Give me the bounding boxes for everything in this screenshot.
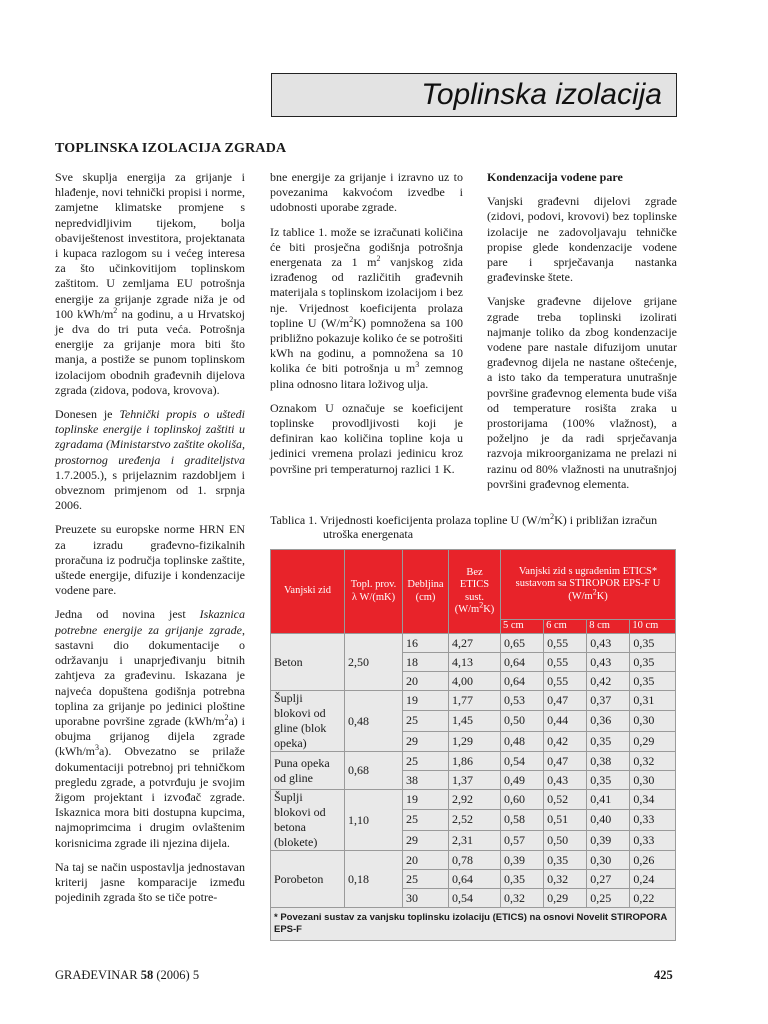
table-cell: 1,29 xyxy=(449,731,501,751)
column-3 xyxy=(487,170,677,501)
table-row xyxy=(271,691,676,711)
table-cell: 0,27 xyxy=(587,870,630,889)
lambda-cell: 2,50 xyxy=(345,634,403,691)
paragraph: bne energije za grijanje i izravno uz to povezanima kakvoćom izvedbe i udobnosti uporabe zgrade. xyxy=(270,170,463,215)
paragraph: Vanjski građevni dijelovi zgrade (zidovi, podovi, krovovi) bez toplinske izolacije ne zadovoljavaju tehničke propise glede kondenzacije vodene pare i sprječavanja nastanka građevinske štete. xyxy=(487,194,677,285)
table-cell: 2,52 xyxy=(449,810,501,830)
table-cell: 0,35 xyxy=(630,634,676,653)
lambda-cell: 0,18 xyxy=(345,851,403,908)
table-footnote-row xyxy=(271,908,676,941)
header-no-etics: Bez ETICS sust. $(W/m^2K)$ xyxy=(449,550,501,634)
table-row xyxy=(271,790,676,810)
header-thickness: Debljina (cm) xyxy=(403,550,449,634)
section-heading: TOPLINSKA IZOLACIJA ZGRADA xyxy=(55,141,287,156)
material-cell: Šuplji blokovi od gline (blok opeka) xyxy=(271,691,345,752)
table-cell: 0,47 xyxy=(544,691,587,711)
header-wall: Vanjski zid xyxy=(271,550,345,634)
table-cell: 0,35 xyxy=(630,653,676,672)
header-5cm: 5 cm xyxy=(501,620,544,634)
header-6cm: 6 cm xyxy=(544,620,587,634)
table-cell: 0,54 xyxy=(449,889,501,908)
table-cell: 0,35 xyxy=(501,870,544,889)
lambda-cell: 1,10 xyxy=(345,790,403,851)
table-cell: 0,30 xyxy=(630,771,676,790)
table-cell: 0,53 xyxy=(501,691,544,711)
table-row xyxy=(271,634,676,653)
table-cell: 0,43 xyxy=(587,634,630,653)
subsection-heading: Kondenzacija vodene pare xyxy=(487,170,623,184)
table-cell: 0,42 xyxy=(587,672,630,691)
table-cell: 0,31 xyxy=(630,691,676,711)
table-cell: 0,55 xyxy=(544,672,587,691)
table-cell: 0,37 xyxy=(587,691,630,711)
table-cell: 0,33 xyxy=(630,830,676,850)
table-cell: 0,22 xyxy=(630,889,676,908)
table-cell: 0,26 xyxy=(630,851,676,870)
table-cell: 1,86 xyxy=(449,752,501,771)
table-row xyxy=(271,752,676,771)
table-row xyxy=(271,851,676,870)
table-cell: 25 xyxy=(403,810,449,830)
table-cell: 19 xyxy=(403,790,449,810)
table-cell: 0,50 xyxy=(544,830,587,850)
table-cell: 29 xyxy=(403,830,449,850)
table-cell: 0,30 xyxy=(587,851,630,870)
table-cell: 0,64 xyxy=(449,870,501,889)
table-cell: 0,55 xyxy=(544,634,587,653)
table-cell: 2,31 xyxy=(449,830,501,850)
table-cell: 0,64 xyxy=(501,653,544,672)
header-etics: Vanjski zid s ugrađenim ETICS* sustavom sa STIROPOR EPS-F U $(W/m^2K)$ xyxy=(501,550,676,620)
paragraph: Vanjske građevne dijelove grijane zgrade treba toplinski izolirati najmanje toliko da zbog kondenzacije vodene pare nastale difuzijom unutar građevnog dijela ne nastane oštećenje, a isto tako da temperatura unutrašnje površine građevnog elementa bude viša od temperature rosišta zraka u prostorijama (100% vlažnost), a poželjno je da radi sprječavanja razvoja mikroorganizama ne prelazi ni razinu od 80% vlažnosti na unutrašnjoj površini građevnog elementa. xyxy=(487,294,677,491)
table-cell: 0,39 xyxy=(587,830,630,850)
table-cell: 0,30 xyxy=(630,711,676,731)
paragraph: Sve skuplja energija za grijanje i hlađenje, novi tehnički propisi i norme, zamjetne klimatske promjene s nepredvidljivim tijekom, bolja obaviještenost investitora, projektanata i kupaca razlogom su i većeg interesa za što učinkovitijom toplinskom zaštitom. U zemljama EU potrošnja energije za grijanje zgrade niža je od 100 kWh/$m^2$ na godinu, a u Hrvatskoj je dva do tri puta veća. Potrošnja energije za grijanje mora biti što manja, a postiže se punom toplinskom izolacijom obodnih građevnih dijelova zgrada (zidova, podova, krovova). xyxy=(55,170,245,397)
table-cell: 0,50 xyxy=(501,711,544,731)
table-cell: 20 xyxy=(403,672,449,691)
table-cell: 0,54 xyxy=(501,752,544,771)
table-cell: 0,57 xyxy=(501,830,544,850)
table-cell: 0,38 xyxy=(587,752,630,771)
table-cell: 0,34 xyxy=(630,790,676,810)
table-cell: 0,29 xyxy=(630,731,676,751)
table-footnote: * Povezani sustav za vanjsku toplinsku izolaciju (ETICS) na osnovi Novelit STIROPORA EPS-F xyxy=(271,908,676,941)
table-cell: 0,24 xyxy=(630,870,676,889)
header-10cm: 10 cm xyxy=(630,620,676,634)
table-cell: 0,35 xyxy=(587,771,630,790)
table-cell: 0,47 xyxy=(544,752,587,771)
table-cell: 18 xyxy=(403,653,449,672)
column-1 xyxy=(55,170,245,914)
title-box xyxy=(271,73,677,117)
table-cell: 0,52 xyxy=(544,790,587,810)
table-cell: 0,64 xyxy=(501,672,544,691)
table-cell: 0,42 xyxy=(544,731,587,751)
table-cell: 0,43 xyxy=(587,653,630,672)
table-cell: 0,35 xyxy=(544,851,587,870)
lambda-cell: 0,48 xyxy=(345,691,403,752)
table-cell: 0,58 xyxy=(501,810,544,830)
table-cell: 0,49 xyxy=(501,771,544,790)
page-title: Toplinska izolacija xyxy=(421,78,662,111)
table-cell: 25 xyxy=(403,870,449,889)
table-cell: 0,48 xyxy=(501,731,544,751)
table-cell: 0,39 xyxy=(501,851,544,870)
table-cell: 4,00 xyxy=(449,672,501,691)
table-cell: 0,44 xyxy=(544,711,587,731)
header-lambda: Topl. prov. λ W/(mK) xyxy=(345,550,403,634)
table-cell: 2,92 xyxy=(449,790,501,810)
table-cell: 1,37 xyxy=(449,771,501,790)
paragraph: Iz tablice 1. može se izračunati količina će biti prosječna godišnja potrošnja energenata za 1 $m^2$ vanjskog zida izrađenog od različitih građevnih materijala s toplinskom izolacijom i bez nje. Vrijednost koeficijenta prolaza topline U $(W/m^2K)$ pomnožena sa 100 približno pokazuje koliko će se potrošiti kWh na godinu, a pomnožena sa 10 kolika će biti potrošnja u $m^3$ zemnog plina odnosno litara loživog ulja. xyxy=(270,224,463,391)
paragraph: Na taj se način uspostavlja jednostavan kriterij jasne komparacije između pojedinih zgrada što se tiče potre- xyxy=(55,859,245,905)
material-cell: Beton xyxy=(271,634,345,691)
table-cell: 30 xyxy=(403,889,449,908)
table-cell: 0,43 xyxy=(544,771,587,790)
journal-footer: GRAĐEVINAR 58 (2006) 5 xyxy=(55,968,200,982)
lambda-cell: 0,68 xyxy=(345,752,403,790)
table-cell: 1,45 xyxy=(449,711,501,731)
table-cell: 25 xyxy=(403,711,449,731)
table-cell: 0,32 xyxy=(630,752,676,771)
table-cell: 25 xyxy=(403,752,449,771)
table-cell: 0,35 xyxy=(630,672,676,691)
table-cell: 20 xyxy=(403,851,449,870)
table-cell: 0,41 xyxy=(587,790,630,810)
table-cell: 38 xyxy=(403,771,449,790)
paragraph: Donesen je Tehnički propis o uštedi toplinske energije i toplinskoj zaštiti u zgradama (Ministarstvo zaštite okoliša, prostornog uređenja i graditeljstva 1.7.2005.), s prijelaznim razdobljem i obveznom primjenom od 1. srpnja 2006. xyxy=(55,407,246,513)
paragraph: Jedna od novina jest Iskaznica potrebne energije za grijanje zgrade, sastavni dio dokumentacije o održavanju i unaprjeđivanju bitnih zahtjeva za građevinu. Iskazana je najveća dopuštena godišnja potrebna toplina za grijanje po jedinici ploštine uporabne površine zgrade $(kWh/m^2a)$ i obujma grijanog dijela zgrade $(kWh/m^3a)$. Obvezatno se prilaže dokumentaciji potrebnoj pri tehničkom pregledu zgrade, a potvrđuju je svojim žigom projektant i izvođač zgrade. Iskaznica mora biti dostupna kupcima, najmoprimcima i drugim ovlaštenim korisnicima zgrade ili njezina dijela. xyxy=(55,607,245,850)
table-cell: 0,35 xyxy=(587,731,630,751)
table-cell: 0,55 xyxy=(544,653,587,672)
table-cell: 0,32 xyxy=(501,889,544,908)
table-cell: 1,77 xyxy=(449,691,501,711)
material-cell: Porobeton xyxy=(271,851,345,908)
table-cell: 0,51 xyxy=(544,810,587,830)
table-cell: 4,27 xyxy=(449,634,501,653)
table-cell: 29 xyxy=(403,731,449,751)
table-cell: 16 xyxy=(403,634,449,653)
table-cell: 0,60 xyxy=(501,790,544,810)
column-2 xyxy=(270,170,463,486)
paragraph: Oznakom U označuje se koeficijent toplinske provodljivosti koji je definiran kao količina topline koja u jedinici vremena prolazi jedinicu kroz površine pri temperaturnoj razlici 1 K. xyxy=(270,400,463,476)
table-cell: 0,40 xyxy=(587,810,630,830)
material-cell: Šuplji blokovi od betona (blokete) xyxy=(271,790,345,851)
table-cell: 0,36 xyxy=(587,711,630,731)
table-cell: 4,13 xyxy=(449,653,501,672)
table-cell: 0,29 xyxy=(544,889,587,908)
table-cell: 0,32 xyxy=(544,870,587,889)
table-cell: 0,78 xyxy=(449,851,501,870)
header-8cm: 8 cm xyxy=(587,620,630,634)
u-value-table xyxy=(270,549,676,941)
table-cell: 0,33 xyxy=(630,810,676,830)
table-cell: 0,25 xyxy=(587,889,630,908)
paragraph: Preuzete su europske norme HRN EN za izradu građevno-fizikalnih proračuna iz područja toplinske zaštite, uštede energije, difuzije i kondenzacije vodene pare. xyxy=(55,522,245,598)
table-cell: 19 xyxy=(403,691,449,711)
table-caption: Tablica 1. Vrijednosti koeficijenta prolaza topline U $(W/m^2K)$ i približan izračun utroška energenata xyxy=(270,512,658,541)
page-number: 425 xyxy=(654,968,673,982)
material-cell: Puna opeka od gline xyxy=(271,752,345,790)
table-cell: 0,65 xyxy=(501,634,544,653)
